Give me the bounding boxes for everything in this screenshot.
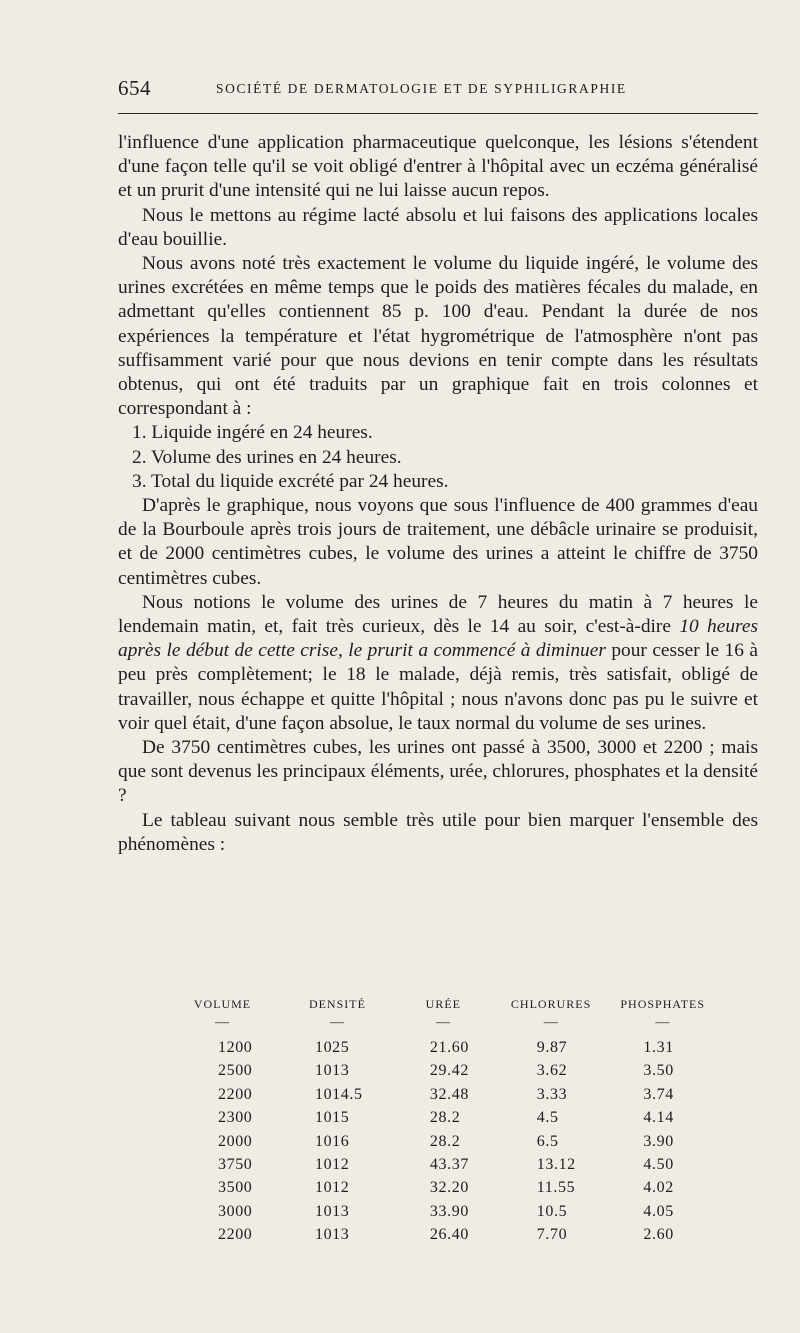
cell-densite: 1013 xyxy=(314,1202,350,1220)
list-item: 2. Volume des urines en 24 heures. xyxy=(132,446,402,468)
cell-phosphates: 3.50 xyxy=(643,1062,674,1080)
cell-phosphates: 2.60 xyxy=(643,1226,674,1244)
cell-volume: 3500 xyxy=(218,1179,253,1197)
cell-uree: 43.37 xyxy=(429,1156,469,1174)
cell-volume: 3750 xyxy=(218,1156,253,1174)
paragraph: l'influence d'une application pharmaceutique quelconque, les lésions s'étendent d'une façon telle qu'il se voit obligé d'entrer à l'hôpital avec un eczéma généralisé et un prurit d'une intensité qui ne lui laisse aucun repos. xyxy=(118,132,758,202)
table-row xyxy=(160,1036,720,1059)
cell-densite: 1013 xyxy=(314,1226,350,1244)
table-row xyxy=(160,1083,720,1106)
header-rule xyxy=(118,113,758,114)
cell-chlorures: 4.5 xyxy=(536,1109,559,1127)
page-number: 654 xyxy=(118,76,151,100)
cell-densite: 1012 xyxy=(314,1156,350,1174)
dash: — xyxy=(655,1015,671,1030)
paragraph: De 3750 centimètres cubes, les urines ont passé à 3500, 3000 et 2200 ; mais que sont devenus les principaux éléments, urée, chlorures, phosphates et la densité ? xyxy=(118,737,758,807)
cell-densite: 1016 xyxy=(314,1132,350,1150)
dash: — xyxy=(436,1015,451,1030)
paragraph-with-italic xyxy=(118,591,758,736)
paragraph: Nous le mettons au régime lacté absolu et lui faisons des applications locales d'eau bouillie. xyxy=(118,204,758,250)
body-text xyxy=(118,131,758,857)
table-row xyxy=(160,1106,720,1129)
list-item: 3. Total du liquide excrété par 24 heures. xyxy=(132,470,449,492)
cell-uree: 28.2 xyxy=(429,1132,461,1150)
column-header-uree: URÉE xyxy=(425,997,462,1011)
cell-phosphates: 4.02 xyxy=(643,1179,674,1197)
cell-uree: 33.90 xyxy=(429,1202,469,1220)
cell-densite: 1013 xyxy=(314,1062,350,1080)
table-header-row xyxy=(160,997,720,1016)
paragraph: D'après le graphique, nous voyons que sous l'influence de 400 grammes d'eau de la Bourboule après trois jours de traitement, une débâcle urinaire se produisit, et de 2000 centimètres cubes, le volume des urines a atteint le chiffre de 3750 centimètres cubes. xyxy=(118,495,758,589)
data-table-wrap xyxy=(160,997,720,1247)
cell-chlorures: 13.12 xyxy=(536,1156,576,1174)
column-header-chlorures: CHLORURES xyxy=(510,997,592,1011)
cell-volume: 1200 xyxy=(218,1039,253,1056)
cell-volume: 2500 xyxy=(218,1062,253,1080)
dash: — xyxy=(215,1015,230,1030)
table-row xyxy=(160,1130,720,1153)
table-body xyxy=(160,1036,720,1247)
cell-uree: 21.60 xyxy=(429,1039,469,1056)
column-header-phosphates: PHOSPHATES xyxy=(620,997,706,1011)
cell-chlorures: 6.5 xyxy=(536,1132,559,1150)
cell-densite: 1012 xyxy=(314,1179,350,1197)
running-title: SOCIÉTÉ DE DERMATOLOGIE ET DE SYPHILIGRAPHIE xyxy=(216,81,627,96)
paragraph-text: pour cesser le 16 à peu près complètement; le 18 le malade, déjà remis, très satisfait, obligé de travailler, nous échappe et quitte l'hôpital ; nous n'avons donc pas pu le suivre et voir quel était, d'une façon absolue, le taux normal du volume de ses urines. xyxy=(118,640,758,734)
cell-uree: 32.48 xyxy=(429,1085,469,1103)
cell-phosphates: 4.05 xyxy=(643,1202,674,1220)
data-table xyxy=(160,997,720,1247)
page-header xyxy=(118,76,758,102)
cell-uree: 32.20 xyxy=(429,1179,469,1197)
cell-phosphates: 3.90 xyxy=(643,1132,674,1150)
cell-volume: 2200 xyxy=(218,1085,253,1103)
column-header-volume: VOLUME xyxy=(193,997,252,1011)
italic-text: 10 heures après le début de cette crise, le prurit a commencé à diminuer xyxy=(118,616,759,662)
cell-chlorures: 3.62 xyxy=(536,1062,568,1080)
dash: — xyxy=(330,1015,345,1030)
cell-chlorures: 10.5 xyxy=(536,1202,568,1220)
cell-uree: 28.2 xyxy=(429,1109,461,1127)
cell-chlorures: 7.70 xyxy=(536,1226,568,1244)
paragraph: Nous avons noté très exactement le volume du liquide ingéré, le volume des urines excrétées en même temps que le poids des matières fécales du malade, en admettant qu'elles contiennent 85 p. 100 d'eau. Pendant la durée de nos expériences la température et l'état hygrométrique de l'atmosphère n'ont pas suffisamment varié pour que nous devions en tenir compte dans les résultats obtenus, qui ont été traduits par un graphique fait en trois colonnes et correspondant à : xyxy=(118,253,758,420)
cell-phosphates: 3.74 xyxy=(643,1085,674,1103)
cell-uree: 29.42 xyxy=(429,1062,469,1080)
column-header-densite: DENSITÉ xyxy=(308,997,366,1011)
cell-phosphates: 4.50 xyxy=(643,1156,674,1174)
cell-densite: 1025 xyxy=(314,1039,350,1056)
cell-densite: 1014.5 xyxy=(314,1085,363,1103)
table-row xyxy=(160,1223,720,1246)
paragraph: Le tableau suivant nous semble très utile pour bien marquer l'ensemble des phénomènes : xyxy=(118,809,758,855)
cell-chlorures: 9.87 xyxy=(536,1039,568,1056)
cell-chlorures: 3.33 xyxy=(536,1085,568,1103)
cell-phosphates: 1.31 xyxy=(643,1039,674,1056)
table-row xyxy=(160,1153,720,1176)
dash: — xyxy=(543,1015,559,1030)
cell-volume: 2200 xyxy=(218,1226,253,1244)
cell-volume: 2000 xyxy=(218,1132,253,1150)
paragraph-text: Nous notions le volume des urines de 7 heures du matin à 7 heures le lendemain matin, et, fait très curieux, dès le 14 au soir, c'est-à-dire xyxy=(118,591,758,638)
table-row xyxy=(160,1176,720,1199)
table-row xyxy=(160,1200,720,1223)
table-row xyxy=(160,1059,720,1082)
cell-volume: 3000 xyxy=(218,1202,253,1220)
cell-uree: 26.40 xyxy=(429,1226,469,1244)
cell-phosphates: 4.14 xyxy=(643,1109,674,1127)
list-item: 1. Liquide ingéré en 24 heures. xyxy=(132,422,373,444)
cell-chlorures: 11.55 xyxy=(536,1179,576,1197)
cell-densite: 1015 xyxy=(314,1109,350,1127)
cell-volume: 2300 xyxy=(218,1109,253,1127)
dash-row xyxy=(160,1016,720,1036)
